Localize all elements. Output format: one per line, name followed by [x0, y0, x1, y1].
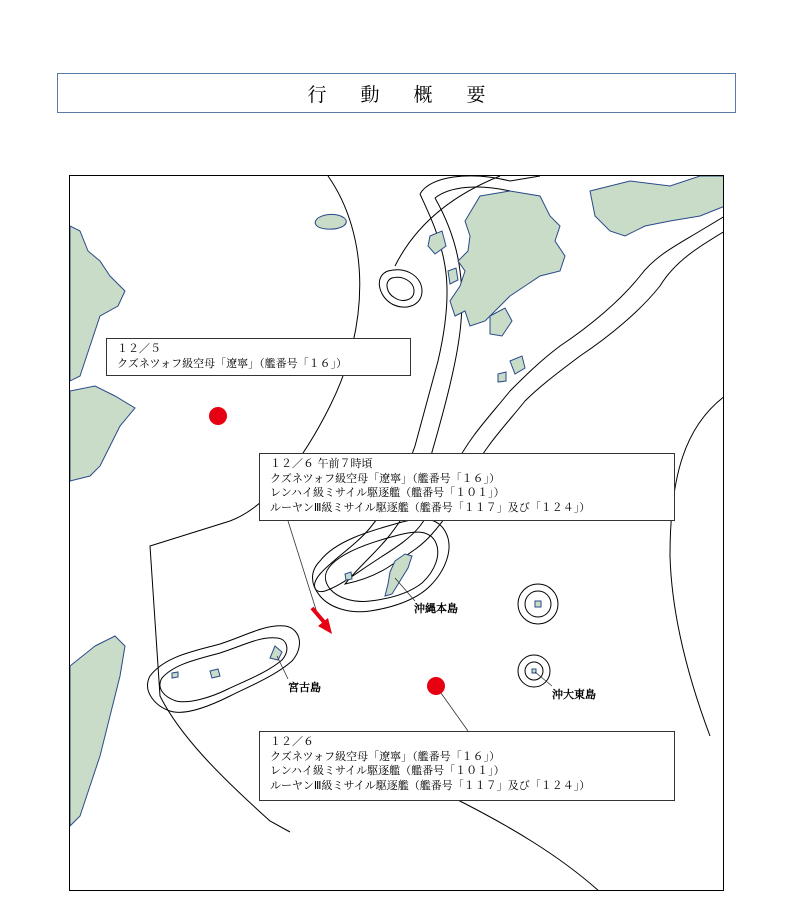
callout-dec6-line: クズネツォフ級空母「遼寧」（艦番号「１６」） — [270, 749, 501, 763]
callout-dec6-line: ルーヤンⅢ級ミサイル駆逐艦（艦番号「１１７」及び「１２４」） — [270, 778, 591, 792]
callout-dec6-line: レンハイ級ミサイル駆逐艦（艦番号「１０１」） — [270, 764, 505, 777]
callout-dec6am-line: ルーヤンⅢ級ミサイル駆逐艦（艦番号「１１７」及び「１２４」） — [270, 500, 591, 514]
contour-miyako-outer — [148, 626, 300, 713]
land-kyushu — [450, 191, 565, 326]
contour-okinawa-inner — [325, 532, 437, 601]
land-china-coast-mid — [70, 386, 135, 481]
direction-arrow — [312, 608, 332, 634]
marker-dec6 — [427, 677, 445, 695]
land-okinawa-islet — [345, 572, 352, 580]
map-area — [69, 175, 724, 891]
land-goto-2 — [448, 268, 458, 284]
land-tokunoshima — [498, 372, 506, 382]
land-goto — [428, 231, 446, 254]
callout-dec6am-line: レンハイ級ミサイル駆逐艦（艦番号「１０１」） — [270, 486, 505, 499]
land-miyako — [270, 646, 282, 660]
callout-dec6 — [259, 731, 675, 801]
place-label-miyako: 宮古島 — [288, 681, 321, 694]
leader-line-dec6am — [288, 521, 318, 616]
land-ishigaki — [210, 669, 220, 678]
land-amami — [510, 356, 525, 374]
marker-dec5 — [209, 407, 227, 425]
land-islet-nw — [315, 214, 346, 229]
callout-dec5 — [106, 338, 411, 376]
land-taiwan — [70, 636, 125, 826]
land-shikoku — [590, 176, 724, 236]
place-label-okidaito: 沖大東島 — [552, 688, 596, 701]
land-okinawa — [385, 554, 412, 596]
land-islet-kitadaito — [535, 601, 541, 607]
callout-dec6-line: １２／６ — [270, 735, 314, 748]
land-iriomote — [172, 672, 178, 678]
contour-islet-nw-inner — [387, 277, 414, 300]
place-label-okinawa: 沖縄本島 — [414, 602, 458, 615]
boundary-line-south — [450, 796, 600, 891]
boundary-line-east — [670, 396, 724, 736]
callout-dec5-line: クズネツォフ級空母「遼寧」（艦番号「１６」） — [117, 356, 348, 370]
callout-dec5-line: １２／５ — [117, 342, 161, 355]
callout-dec6am-line: １２／６ 午前７時頃 — [270, 457, 373, 470]
contour-okinawa-outer — [313, 519, 450, 612]
contour-islet-nw-outer — [379, 270, 422, 307]
callout-dec6am — [259, 453, 675, 521]
page-title: 行 動 概 要 — [57, 73, 736, 113]
callout-dec6am-line: クズネツォフ級空母「遼寧」（艦番号「１６」） — [270, 471, 501, 485]
contour-miyako-inner — [160, 638, 287, 702]
